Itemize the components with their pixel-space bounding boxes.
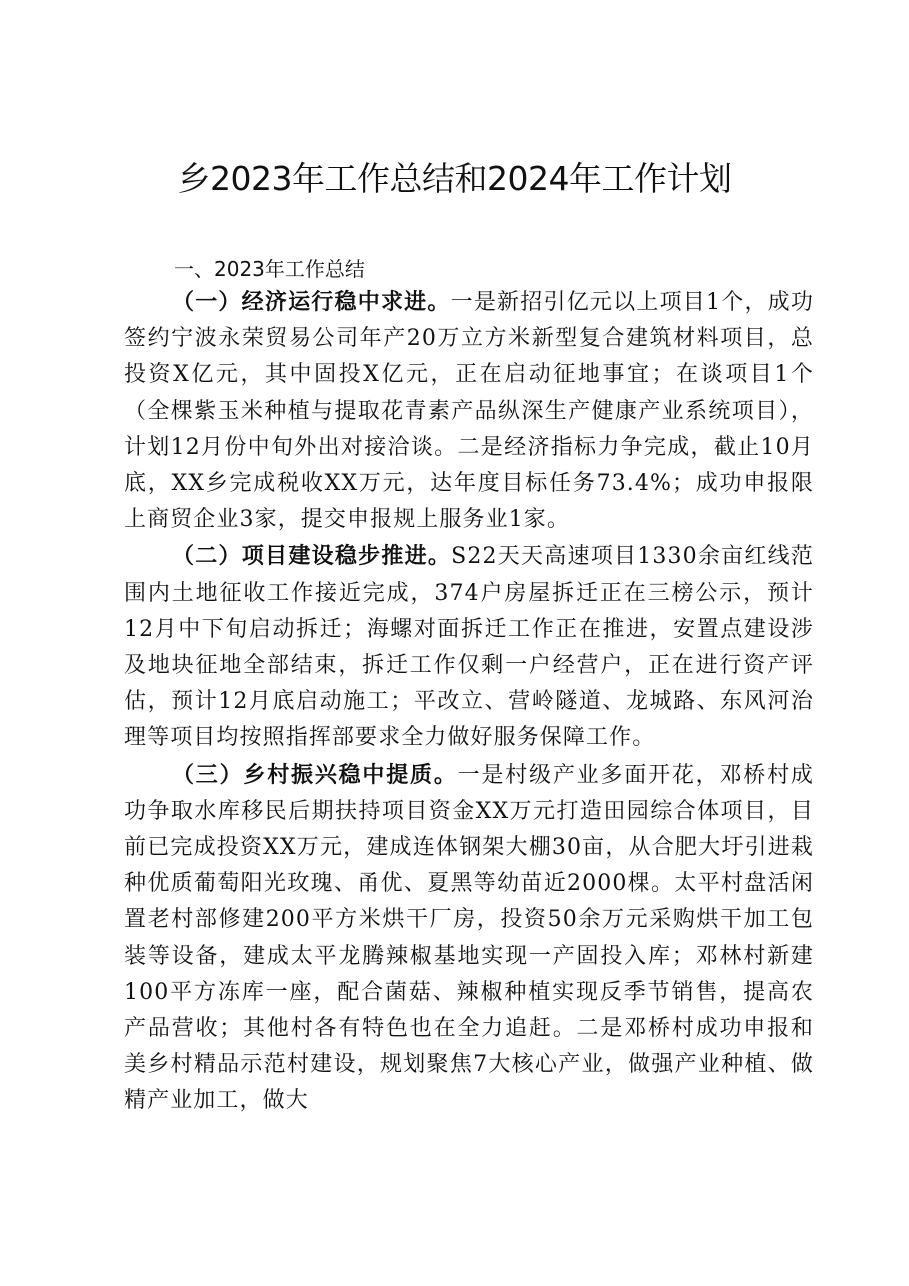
section-heading: 一、2023年工作总结	[174, 257, 365, 281]
paragraph-lead: （一）经济运行稳中求进。	[172, 289, 451, 315]
paragraph-economy	[124, 284, 814, 538]
paragraph-projects	[124, 538, 814, 756]
paragraph-text: 一是村级产业多面开花，邓桥村成功争取水库移民后期扶持项目资金XX万元打造田园综合体项目，目前已完成投资XX万元，建成连体钢架大棚30亩，从合肥大圩引进栽种优质葡萄阳光玫瑰、甬优、夏黑等幼苗近2000棵。太平村盘活闲置老村部修建200平方米烘干厂房，投资50余万元采购烘干加工包装等设备，建成太平龙腾辣椒基地实现一产固投入库；邓林村新建100平方冻库一座，配合菌菇、辣椒种植实现反季节销售，提高农产品营收；其他村各有特色也在全力追赶。二是邓桥村成功申报和美乡村精品示范村建设，规划聚焦7大核心产业，做强产业种植、做精产业加工，做大	[124, 762, 814, 1114]
paragraph-rural-revitalization	[124, 757, 814, 1120]
document-body	[124, 284, 814, 1120]
paragraph-lead: （二）项目建设稳步推进。	[172, 543, 452, 570]
paragraph-lead: （三）乡村振兴稳中提质。	[172, 761, 458, 788]
paragraph-text: S22天天高速项目1330余亩红线范围内土地征收工作接近完成，374户房屋拆迁正在三榜公示，预计12月中下旬启动拆迁；海螺对面拆迁工作正在推进，安置点建设涉及地块征地全部结束，拆迁工作仅剩一户经营户，正在进行资产评估，预计12月底启动施工；平改立、营岭隧道、龙城路、东风河治理等项目均按照指挥部要求全力做好服务保障工作。	[124, 544, 814, 751]
paragraph-text: 一是新招引亿元以上项目1个，成功签约宁波永荣贸易公司年产20万立方米新型复合建筑材料项目，总投资X亿元，其中固投X亿元，正在启动征地事宜；在谈项目1个（全棵紫玉米种植与提取花青素产品纵深生产健康产业系统项目），计划12月份中旬外出对接洽谈。二是经济指标力争完成，截止10月底，XX乡完成税收XX万元，达年度目标任务73.4%；成功申报限上商贸企业3家，提交申报规上服务业1家。	[124, 290, 814, 533]
document-title: 乡2023年工作总结和2024年工作计划	[177, 159, 732, 198]
